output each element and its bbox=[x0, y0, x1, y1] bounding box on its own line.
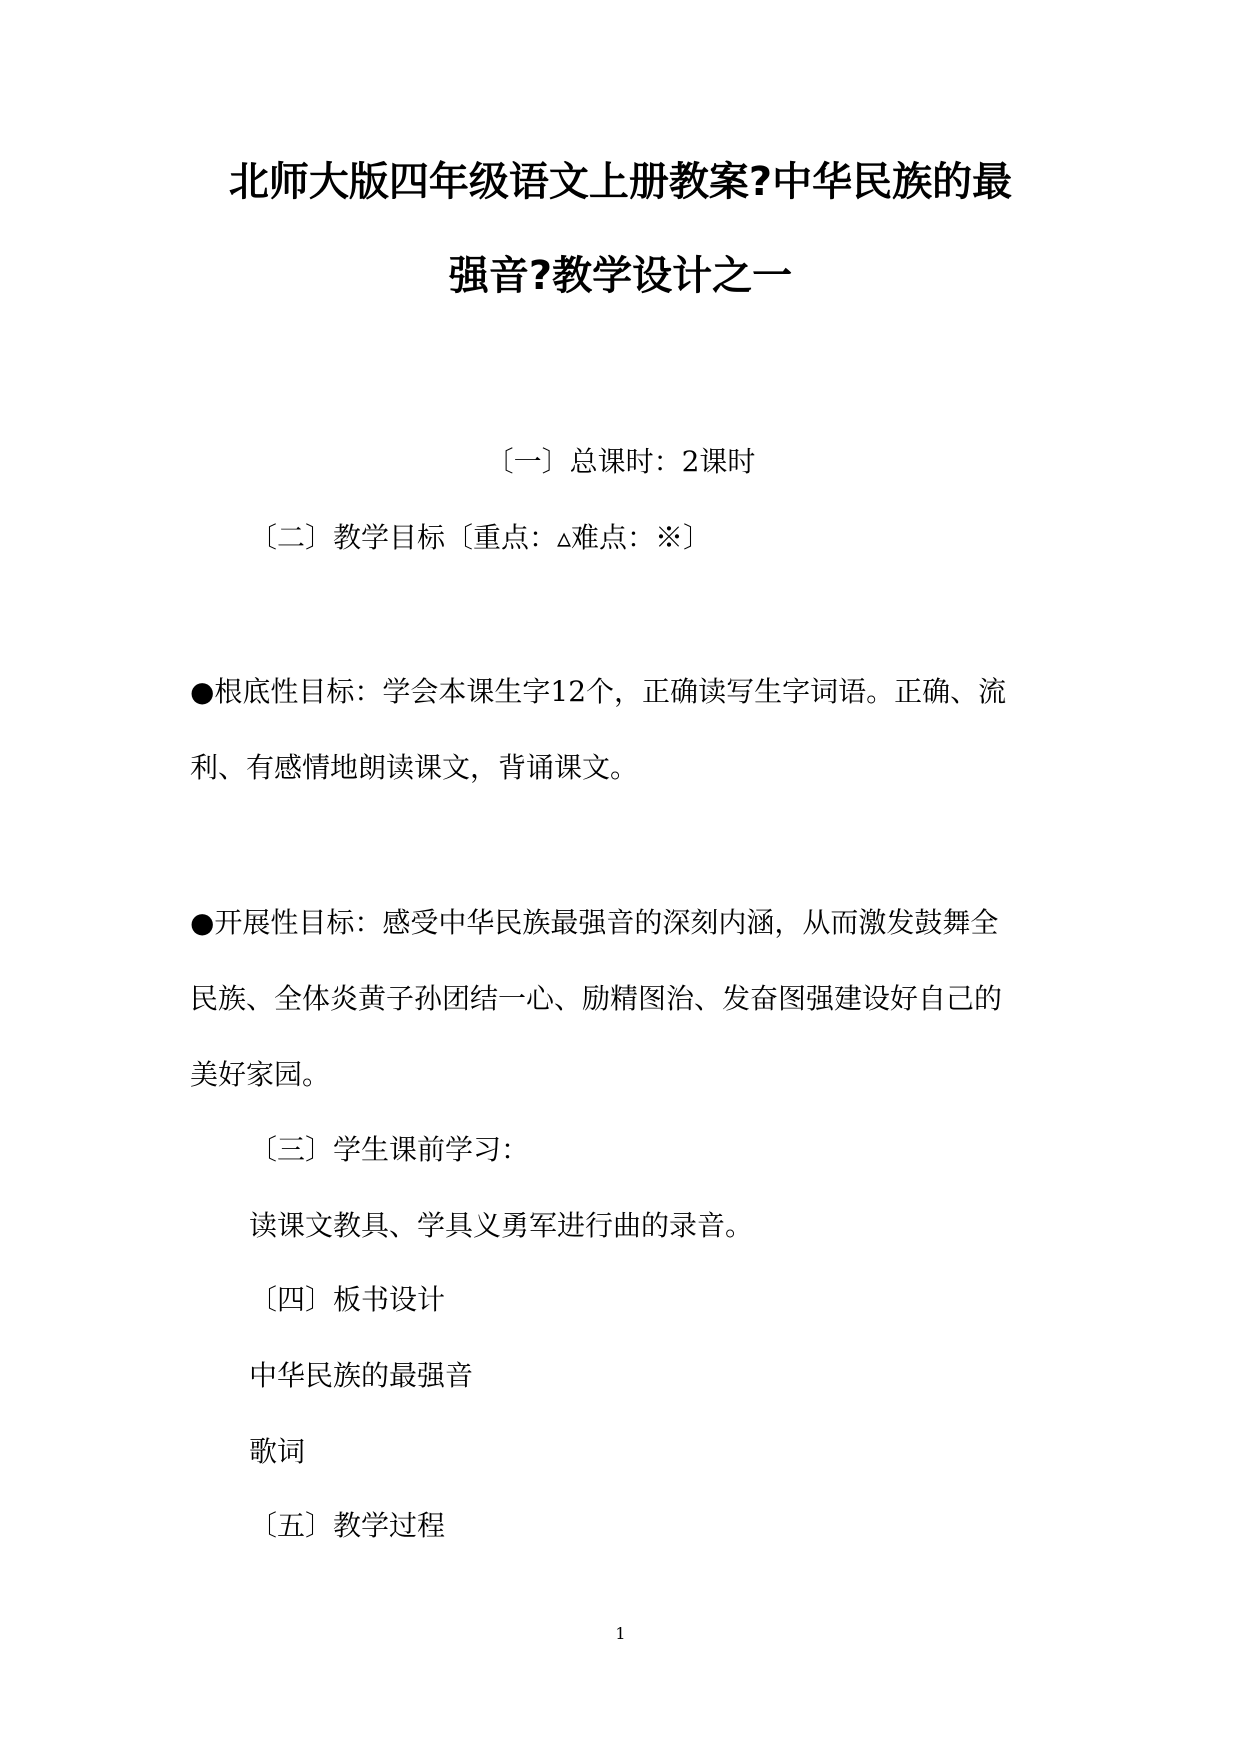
section-5-heading: 〔五〕教学过程 bbox=[249, 1509, 446, 1542]
page-number: 1 bbox=[615, 1624, 626, 1643]
title-line-2: 强音?教学设计之一 bbox=[448, 253, 793, 299]
board-design-line-2: 歌词 bbox=[249, 1435, 306, 1468]
board-design-line-1: 中华民族的最强音 bbox=[249, 1359, 474, 1392]
section-1-heading: 〔一〕总课时：2课时 bbox=[485, 445, 756, 478]
section-4-heading: 〔四〕板书设计 bbox=[249, 1283, 446, 1316]
section-2-heading: 〔二〕教学目标〔重点：▵难点：※〕 bbox=[249, 521, 712, 554]
section-3-heading: 〔三〕学生课前学习： bbox=[249, 1133, 530, 1166]
title-line-1: 北师大版四年级语文上册教案?中华民族的最 bbox=[228, 159, 1013, 205]
basic-goal-line-1: ●根底性目标：学会本课生字12个，正确读写生字词语。正确、流 bbox=[190, 675, 1007, 708]
development-goal-line-1: ●开展性目标：感受中华民族最强音的深刻内涵，从而激发鼓舞全 bbox=[190, 906, 999, 939]
development-goal-line-2: 民族、全体炎黄子孙团结一心、励精图治、发奋图强建设好自己的 bbox=[190, 982, 1003, 1015]
development-goal-line-3: 美好家园。 bbox=[190, 1058, 331, 1091]
section-3-body: 读课文教具、学具义勇军进行曲的录音。 bbox=[249, 1209, 754, 1242]
basic-goal-line-2: 利、有感情地朗读课文，背诵课文。 bbox=[190, 751, 639, 784]
